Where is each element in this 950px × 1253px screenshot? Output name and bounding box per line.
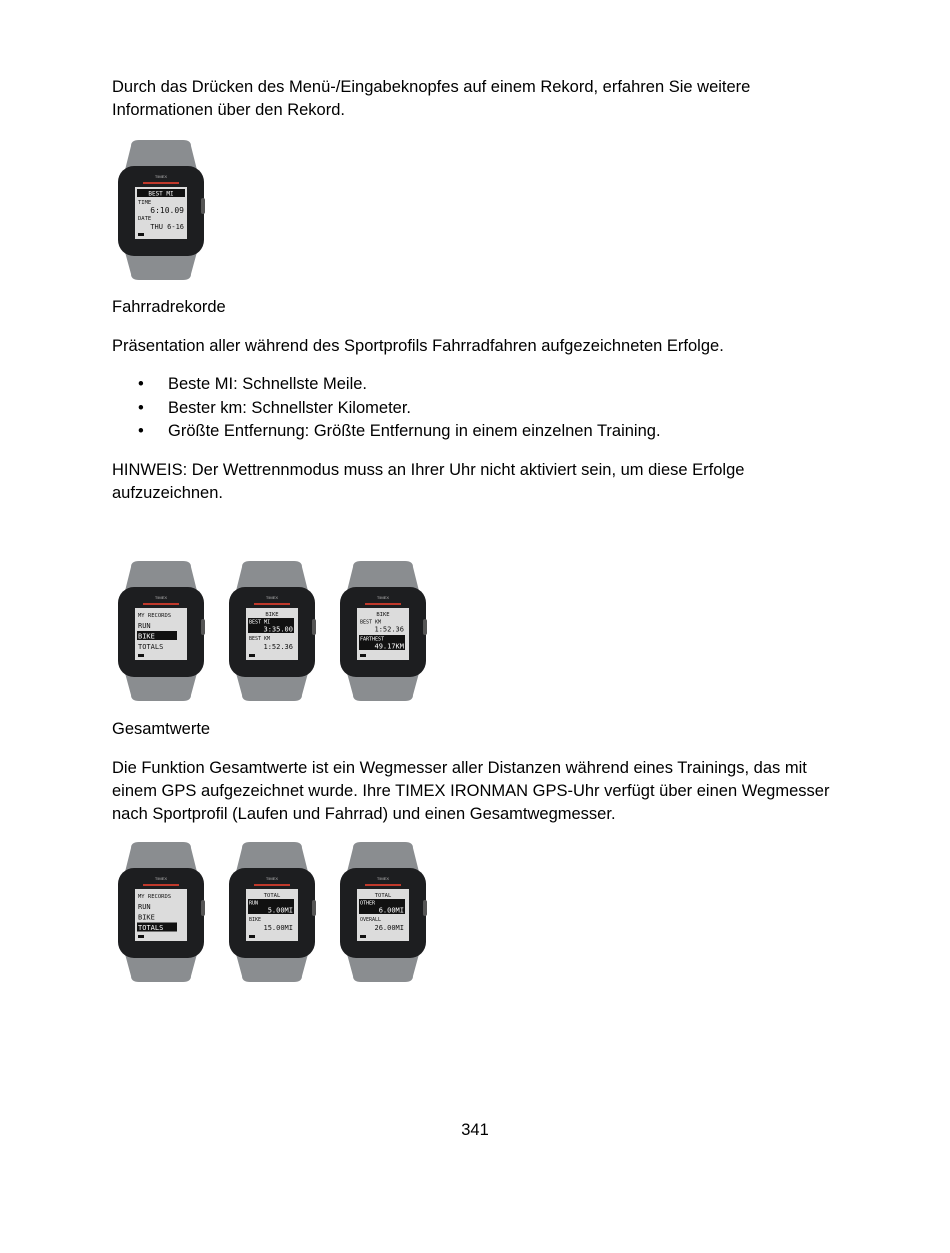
lcd-line: 1:52.36 bbox=[374, 625, 404, 634]
section-heading-totals: Gesamtwerte bbox=[112, 720, 211, 738]
lcd-line: TIME bbox=[138, 200, 152, 206]
bike-note: HINWEIS: Der Wettrennmodus muss an Ihrer Uhr nicht aktiviert sein, um diese Erfolge aufzuzeichnen. bbox=[112, 461, 745, 502]
watch-total-run-image bbox=[228, 842, 316, 982]
list-item: • Bester km: Schnellster Kilometer. bbox=[112, 397, 661, 421]
lcd-line: OTHER bbox=[360, 900, 376, 907]
lcd-line: BIKE bbox=[265, 612, 279, 618]
lcd-line: FARTHEST bbox=[360, 636, 385, 643]
lcd-line: 49.17KM bbox=[374, 642, 404, 651]
bike-bullet-list bbox=[112, 373, 661, 444]
brand-logo: TIMEX bbox=[154, 174, 168, 179]
totals-description: Die Funktion Gesamtwerte ist ein Wegmesser aller Distanzen während eines Trainings, das mit einem GPS aufgezeichnet wurde. Ihre TIMEX IRONMAN GPS-Uhr verfügt über einen Wegmesser nach Sportprofil (Laufen und Fahrrad) und einen Gesamtwegmesser. bbox=[112, 759, 830, 823]
lcd-line: 3:35.00 bbox=[263, 625, 293, 634]
lcd-line: MY RECORDS bbox=[138, 894, 172, 900]
lcd-line: TOTALS bbox=[138, 643, 164, 651]
lcd-line: BIKE bbox=[138, 632, 155, 641]
brand-logo: TIMEX bbox=[376, 595, 390, 600]
watch-my-records-bike-image bbox=[117, 561, 205, 701]
brand-logo: TIMEX bbox=[265, 876, 279, 881]
lcd-line: 5.00MI bbox=[267, 906, 293, 915]
brand-logo: TIMEX bbox=[154, 876, 168, 881]
lcd-line: BEST MI bbox=[148, 190, 174, 198]
lcd-line: TOTAL bbox=[374, 893, 392, 899]
list-item: • Beste MI: Schnellste Meile. bbox=[112, 373, 661, 397]
page-number: 341 bbox=[461, 1121, 489, 1139]
lcd-line: BIKE bbox=[249, 917, 262, 923]
lcd-line: RUN bbox=[138, 622, 151, 630]
lcd-line: BEST MI bbox=[249, 619, 271, 626]
watch-total-other-image bbox=[339, 842, 427, 982]
brand-logo: TIMEX bbox=[265, 595, 279, 600]
lcd-line: 6.00MI bbox=[378, 906, 404, 915]
list-item: • Größte Entfernung: Größte Entfernung in einem einzelnen Training. bbox=[112, 420, 661, 444]
lcd-line: MY RECORDS bbox=[138, 613, 172, 619]
intro-paragraph: Durch das Drücken des Menü-/Eingabeknopfes auf einem Rekord, erfahren Sie weitere Informationen über den Rekord. bbox=[112, 78, 751, 119]
lcd-line: RUN bbox=[249, 900, 259, 907]
lcd-line: BIKE bbox=[138, 913, 155, 922]
lcd-line: RUN bbox=[138, 903, 151, 911]
lcd-line: DATE bbox=[138, 216, 152, 222]
watch-best-mi-image bbox=[117, 140, 205, 280]
lcd-line: 6:10.09 bbox=[150, 206, 184, 215]
lcd-line: BIKE bbox=[376, 612, 390, 618]
lcd-line: THU 6-16 bbox=[150, 223, 184, 231]
watch-my-records-totals-image bbox=[117, 842, 205, 982]
bike-description: Präsentation aller während des Sportprofils Fahrradfahren aufgezeichneten Erfolge. bbox=[112, 337, 724, 355]
watch-bike-best-mi-image bbox=[228, 561, 316, 701]
lcd-line: 26.00MI bbox=[374, 924, 404, 932]
watch-bike-farthest-image bbox=[339, 561, 427, 701]
lcd-line: BEST KM bbox=[360, 619, 382, 626]
lcd-line: 15.00MI bbox=[263, 924, 293, 932]
lcd-line: TOTAL bbox=[263, 893, 281, 899]
lcd-line: BEST KM bbox=[249, 636, 271, 642]
brand-logo: TIMEX bbox=[154, 595, 168, 600]
lcd-line: 1:52.36 bbox=[263, 643, 293, 651]
lcd-line: TOTALS bbox=[138, 924, 164, 932]
brand-logo: TIMEX bbox=[376, 876, 390, 881]
lcd-line: OVERALL bbox=[360, 917, 382, 923]
section-heading-bike: Fahrradrekorde bbox=[112, 298, 226, 316]
